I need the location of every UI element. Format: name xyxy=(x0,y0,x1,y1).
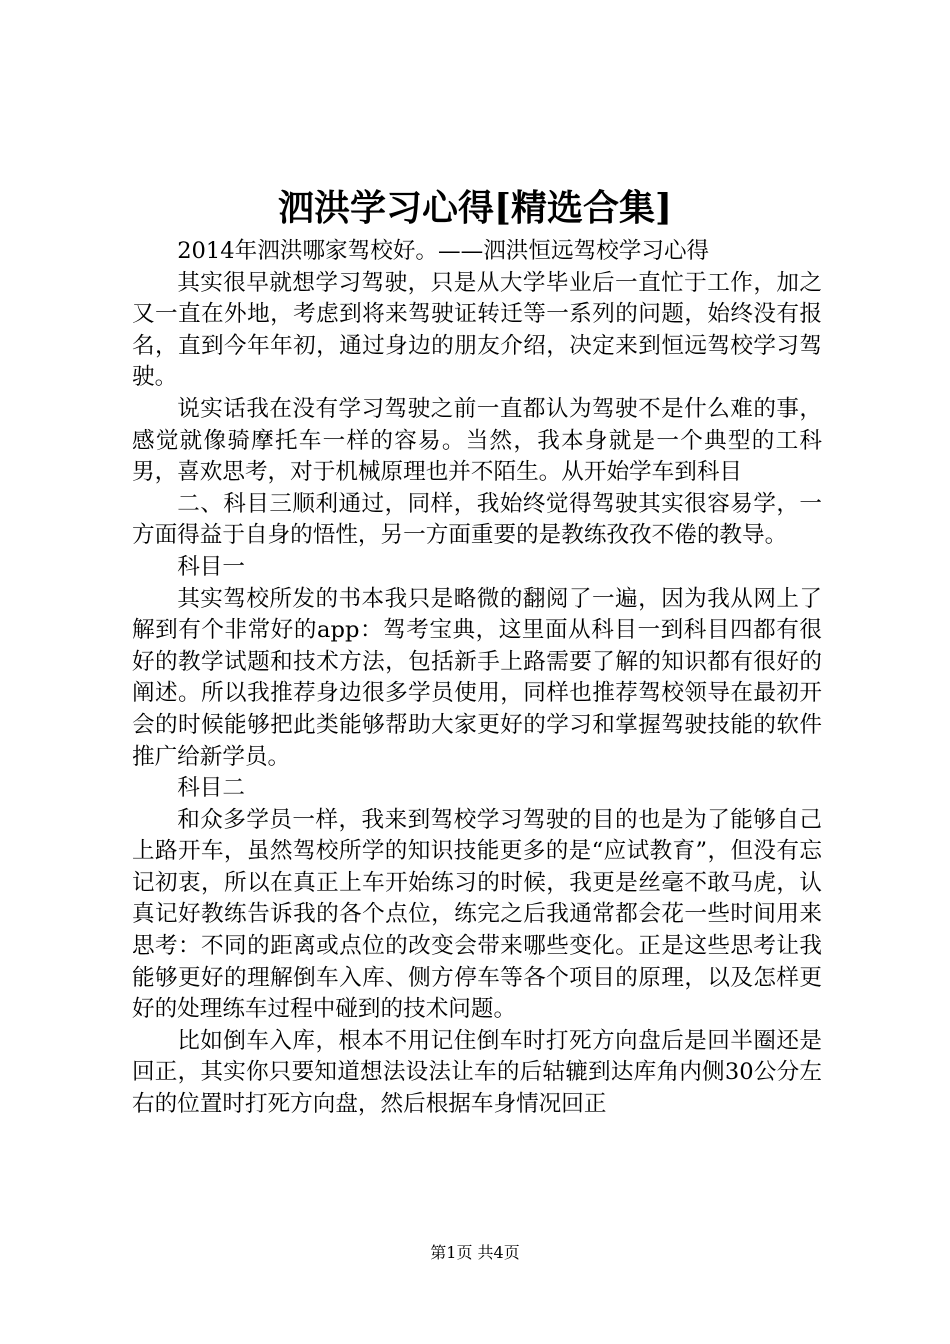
document-title: 泗洪学习心得[精选合集] xyxy=(277,187,673,229)
paragraph: 其实很早就想学习驾驶，只是从大学毕业后一直忙于工作，加之又一直在外地，考虑到将来驾驶证转迁等一系列的问题，始终没有报名，直到今年年初，通过身边的朋友介绍，决定来到恒远驾校学习驾驶。 xyxy=(132,269,822,391)
paragraph: 和众多学员一样，我来到驾校学习驾驶的目的也是为了能够自己上路开车，虽然驾校所学的知识技能更多的是“应试教育”，但没有忘记初衷，所以在真正上车开始练习的时候，我更是丝毫不敢马虎，认真记好教练告诉我的各个点位，练完之后我通常都会花一些时间用来思考：不同的距离或点位的改变会带来哪些变化。正是这些思考让我能够更好的理解倒车入库、侧方停车等各个项目的原理，以及怎样更好的处理练车过程中碰到的技术问题。 xyxy=(132,806,822,1023)
paragraph: 说实话我在没有学习驾驶之前一直都认为驾驶不是什么难的事，感觉就像骑摩托车一样的容易。当然，我本身就是一个典型的工科男，喜欢思考，对于机械原理也并不陌生。从开始学车到科目 xyxy=(132,395,822,486)
document-body xyxy=(132,236,822,1121)
paragraph: 二、科目三顺利通过，同样，我始终觉得驾驶其实很容易学，一方面得益于自身的悟性，另一方面重要的是教练孜孜不倦的教导。 xyxy=(132,490,822,549)
paragraph: 比如倒车入库，根本不用记住倒车时打死方向盘后是回半圈还是回正，其实你只要知道想法设法让车的后轱辘到达库角内侧30公分左右的位置时打死方向盘，然后根据车身情况回正 xyxy=(132,1027,822,1118)
page-footer: 第1页 共4页 xyxy=(430,1243,520,1262)
paragraph: 其实驾校所发的书本我只是略微的翻阅了一遍，因为我从网上了解到有个非常好的app：驾考宝典，这里面从科目一到科目四都有很好的教学试题和技术方法，包括新手上路需要了解的知识都有很好的阐述。所以我推荐身边很多学员使用，同样也推荐驾校领导在最初开会的时候能够把此类能够帮助大家更好的学习和掌握驾驶技能的软件推广给新学员。 xyxy=(132,585,822,770)
section-heading: 科目一 xyxy=(177,553,245,580)
paragraph: 2014年泗洪哪家驾校好。——泗洪恒远驾校学习心得 xyxy=(177,238,710,264)
section-heading: 科目二 xyxy=(177,775,245,802)
